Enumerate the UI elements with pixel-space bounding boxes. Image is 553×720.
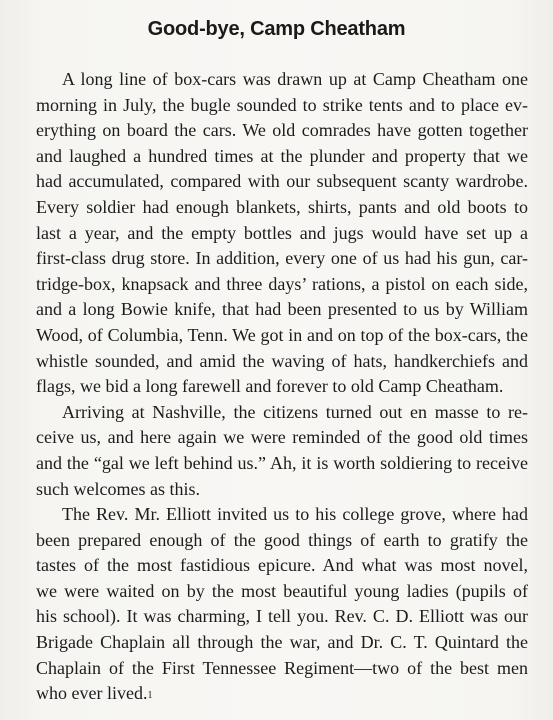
text-line: ceive us, and here again we were reminded of the good old times xyxy=(36,427,528,448)
paragraph-1 xyxy=(36,67,528,400)
text-line: and a long Bowie knife, that had been presented to us by William xyxy=(36,299,528,320)
text-line-content: who ever lived. xyxy=(36,683,148,704)
text-line: Brigade Chaplain all through the war, and Dr. C. T. Quintard the xyxy=(36,632,528,653)
paragraph-3 xyxy=(36,502,528,707)
text-line: had accumulated, compared with our subsequent scanty wardrobe. xyxy=(36,171,528,192)
text-line: and the “gal we left behind us.” Ah, it is worth soldiering to receive xyxy=(36,452,528,473)
text-line: A long line of box-cars was drawn up at Camp Cheatham one xyxy=(62,69,528,89)
text-line: his school). It was charming, I tell you. Rev. C. D. Elliott was our xyxy=(36,606,528,627)
chapter-title: Good-bye, Camp Cheatham xyxy=(147,18,406,40)
text-line: morning in July, the bugle sounded to strike tents and to place ev- xyxy=(36,94,528,115)
text-line: such welcomes as this. xyxy=(36,478,200,499)
body-text xyxy=(36,67,528,707)
text-line: been prepared enough of the good things of earth to gratify the xyxy=(36,529,528,550)
paragraph-2 xyxy=(36,400,528,502)
text-line: tastes of the most fastidious epicure. And what was most novel, xyxy=(36,555,528,576)
text-line: erything on board the cars. We old comrades have gotten together xyxy=(36,120,528,141)
text-line: Wood, of Columbia, Tenn. We got in and on top of the box-cars, the xyxy=(36,324,528,345)
text-line: last a year, and the empty bottles and jugs would have set up a xyxy=(36,222,528,243)
text-line: flags, we bid a long farewell and forever to old Camp Cheatham. xyxy=(36,376,504,397)
text-line: tridge-box, knapsack and three days’ rations, a pistol on each side, xyxy=(36,273,528,294)
text-line: first-class drug store. In addition, every one of us had his gun, car- xyxy=(36,248,528,269)
text-line: and laughed a hundred times at the plunder and property that we xyxy=(36,145,528,166)
text-line-last xyxy=(36,681,528,707)
footnote-marker[interactable]: 1 xyxy=(147,690,153,702)
text-line: Arriving at Nashville, the citizens turned out en masse to re- xyxy=(62,401,528,422)
text-line: Chaplain of the First Tennessee Regiment—two of the best men xyxy=(36,657,528,678)
text-line: Every soldier had enough blankets, shirts, pants and old boots to xyxy=(36,196,528,217)
text-line: we were waited on by the most beautiful young ladies (pupils of xyxy=(36,580,528,601)
text-line: whistle sounded, and amid the waving of hats, handkerchiefs and xyxy=(36,350,528,371)
text-line: The Rev. Mr. Elliott invited us to his college grove, where had xyxy=(62,504,528,525)
